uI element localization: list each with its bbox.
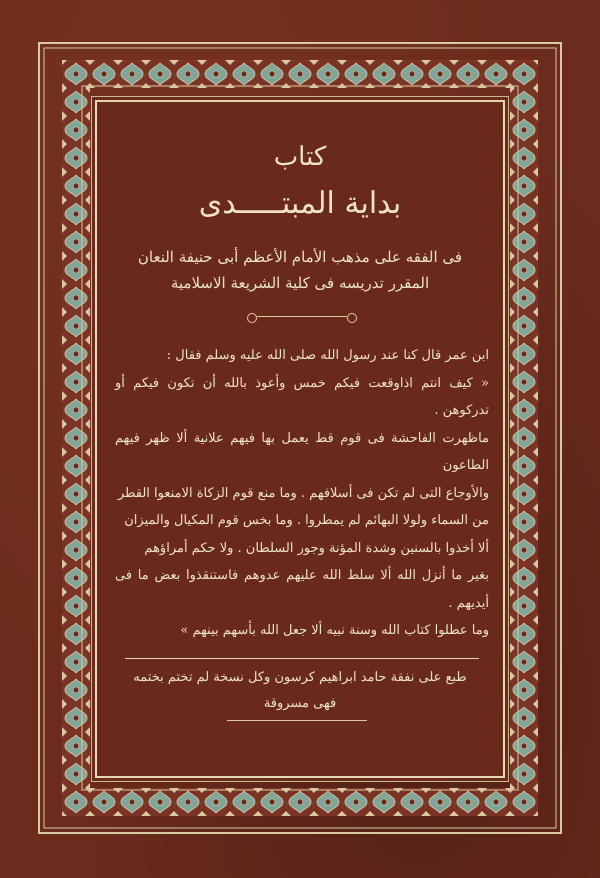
book-label: كتاب bbox=[273, 142, 327, 172]
border-tile bbox=[146, 60, 174, 88]
border-tile bbox=[342, 788, 370, 816]
border-tile bbox=[230, 60, 258, 88]
border-tile bbox=[314, 788, 342, 816]
border-tile bbox=[258, 60, 286, 88]
imprint-line-1: طبع على نفقة حامد ابراهيم كرسون وكل نسخة لم تختم بختمه bbox=[133, 670, 467, 685]
border-tile bbox=[62, 172, 90, 200]
border-tile bbox=[454, 60, 482, 88]
border-tile bbox=[118, 60, 146, 88]
subtitle-line-1: فى الفقه على مذهب الأمام الأعظم أبى حنيفة النعان bbox=[137, 248, 463, 266]
border-tile bbox=[510, 116, 538, 144]
border-tile bbox=[62, 200, 90, 228]
hadith-line: وما عطلوا كتاب الله وسنة نبيه ألا جعل الله بأسهم بينهم » bbox=[180, 623, 489, 638]
border-tile bbox=[510, 312, 538, 340]
border-tile bbox=[62, 732, 90, 760]
border-tile bbox=[62, 368, 90, 396]
hadith-line: ابن عمر قال كنا عند رسول الله صلى الله عليه وسلم فقال : bbox=[166, 348, 489, 363]
border-tile bbox=[62, 620, 90, 648]
border-tile bbox=[62, 144, 90, 172]
border-tile bbox=[202, 60, 230, 88]
border-tile bbox=[510, 200, 538, 228]
hadith-line: ألا أخذوا بالسنين وشدة المؤنة وجور السلطان . ولا حكم أمراؤهم bbox=[144, 540, 489, 556]
hadith-text bbox=[115, 342, 489, 645]
border-tile bbox=[286, 60, 314, 88]
border-tile bbox=[90, 788, 118, 816]
border-tile bbox=[370, 60, 398, 88]
hadith-line: بغير ما أنزل الله ألا سلط الله عليهم عدوهم فاستنقذوا بعض ما فى أيديهم . bbox=[115, 568, 489, 611]
border-tile bbox=[510, 144, 538, 172]
border-tile bbox=[62, 396, 90, 424]
border-tile bbox=[146, 788, 174, 816]
border-tile bbox=[510, 172, 538, 200]
border-tile bbox=[62, 648, 90, 676]
border-tile bbox=[510, 396, 538, 424]
hadith-line: من السماء ولولا البهائم لم يمطروا . وما بخس قوم المكيال والميزان bbox=[124, 513, 489, 528]
border-tile bbox=[62, 88, 90, 116]
subtitle-line-2: المقرر تدريسه فى كلية الشريعة الاسلامية bbox=[170, 274, 430, 292]
imprint-underline bbox=[227, 720, 367, 721]
border-tile bbox=[286, 788, 314, 816]
imprint-divider bbox=[125, 658, 479, 659]
title-panel bbox=[95, 100, 505, 778]
border-tile bbox=[62, 228, 90, 256]
border-tile bbox=[62, 424, 90, 452]
border-tile bbox=[174, 60, 202, 88]
border-tile bbox=[510, 340, 538, 368]
title-ornament bbox=[257, 316, 347, 317]
hadith-line: ماظهرت الفاحشة فى قوم قط يعمل بها فيهم علانية ألا ظهر فيهم الطاعون bbox=[115, 430, 489, 473]
border-tile bbox=[510, 452, 538, 480]
border-tile bbox=[510, 284, 538, 312]
border-tile bbox=[510, 480, 538, 508]
border-tile bbox=[62, 508, 90, 536]
border-tile bbox=[62, 284, 90, 312]
border-tile bbox=[510, 704, 538, 732]
border-tile bbox=[510, 228, 538, 256]
border-tile bbox=[454, 788, 482, 816]
border-tile bbox=[426, 788, 454, 816]
border-tile bbox=[510, 60, 538, 88]
border-tile bbox=[62, 592, 90, 620]
border-tile bbox=[398, 788, 426, 816]
border-tile bbox=[342, 60, 370, 88]
border-tile bbox=[62, 452, 90, 480]
border-tile bbox=[426, 60, 454, 88]
hadith-line: والأوجاع التى لم تكن فى أسلافهم . وما منع قوم الزكاة الامنعوا القطر bbox=[117, 485, 489, 501]
border-tile bbox=[202, 788, 230, 816]
border-tile bbox=[62, 480, 90, 508]
border-tile bbox=[482, 60, 510, 88]
border-tile bbox=[370, 788, 398, 816]
border-tile bbox=[314, 60, 342, 88]
border-tile bbox=[510, 508, 538, 536]
border-tile bbox=[510, 592, 538, 620]
border-tile bbox=[62, 116, 90, 144]
imprint-line-2: فهى مسروقة bbox=[263, 696, 337, 711]
border-tile bbox=[62, 564, 90, 592]
hadith-line: « كيف انتم اذاوقعت فيكم خمس وأعوذ بالله أن تكون فيكم أو تدركوهن . bbox=[115, 375, 489, 418]
border-tile bbox=[90, 60, 118, 88]
border-tile bbox=[62, 788, 90, 816]
border-tile bbox=[510, 424, 538, 452]
border-tile bbox=[510, 760, 538, 788]
border-tile bbox=[510, 256, 538, 284]
border-tile bbox=[62, 536, 90, 564]
border-tile bbox=[510, 676, 538, 704]
border-tile bbox=[62, 676, 90, 704]
border-tile bbox=[62, 256, 90, 284]
border-tile bbox=[510, 788, 538, 816]
border-tile bbox=[62, 60, 90, 88]
border-tile bbox=[230, 788, 258, 816]
border-tile bbox=[510, 732, 538, 760]
border-tile bbox=[510, 368, 538, 396]
border-tile bbox=[258, 788, 286, 816]
border-tile bbox=[482, 788, 510, 816]
border-tile bbox=[174, 788, 202, 816]
border-tile bbox=[398, 60, 426, 88]
border-tile bbox=[62, 340, 90, 368]
border-tile bbox=[510, 88, 538, 116]
book-title: بداية المبتـــــدى bbox=[198, 186, 402, 221]
border-tile bbox=[510, 536, 538, 564]
border-tile bbox=[510, 648, 538, 676]
border-tile bbox=[510, 564, 538, 592]
border-tile bbox=[62, 704, 90, 732]
border-tile bbox=[510, 620, 538, 648]
border-tile bbox=[62, 760, 90, 788]
border-tile bbox=[62, 312, 90, 340]
border-tile bbox=[118, 788, 146, 816]
